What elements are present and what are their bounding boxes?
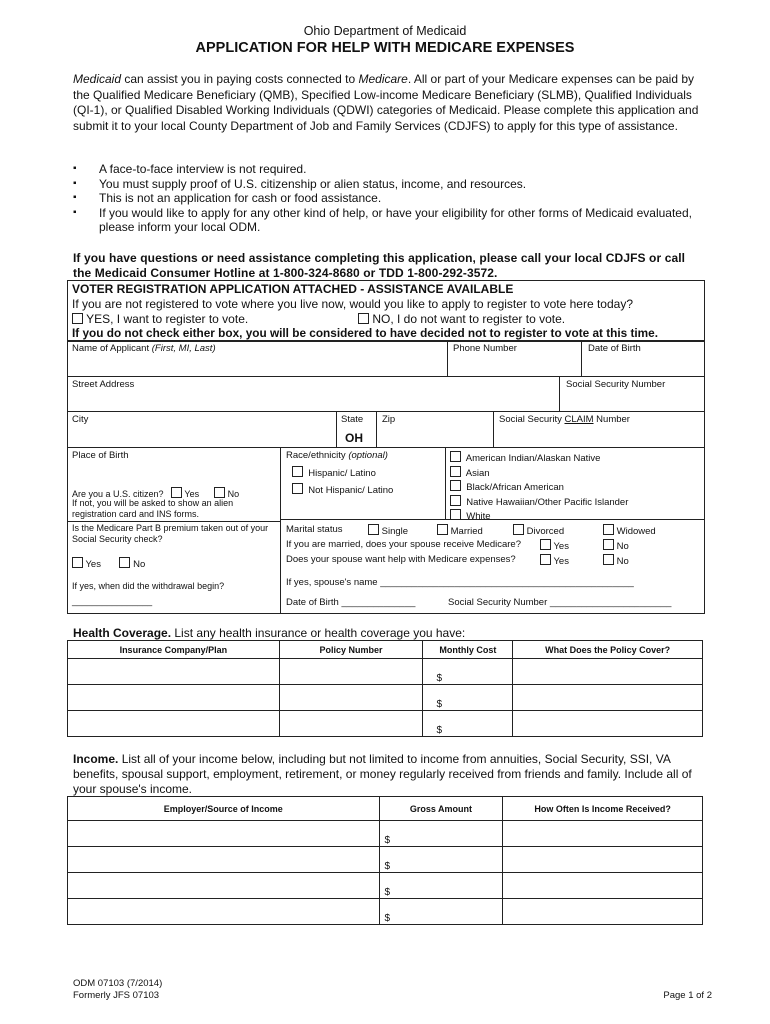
race-option [450, 466, 628, 481]
table-row [68, 659, 703, 685]
table-row [68, 821, 703, 847]
intro-medicare-word: Medicare [358, 72, 408, 86]
income-source-cell[interactable] [68, 873, 380, 899]
table-row [68, 847, 703, 873]
currency-symbol: $ [384, 913, 391, 924]
column-header: Insurance Company/Plan [68, 641, 280, 659]
citizen-no-checkbox[interactable] [214, 487, 225, 498]
form-number-block [73, 978, 162, 1002]
insurance-company-cell[interactable] [68, 685, 280, 711]
married-label: Married [450, 526, 483, 537]
citizen-yes-label: Yes [184, 489, 200, 499]
gross-amount-cell[interactable] [379, 899, 503, 925]
hispanic-checkbox[interactable] [292, 466, 303, 477]
race-option [450, 509, 628, 524]
zip-label: Zip [382, 414, 396, 425]
policy-number-cell[interactable] [279, 711, 423, 737]
spouse-medicare-yes-label: Yes [553, 541, 569, 552]
health-coverage-table [67, 640, 703, 737]
gross-amount-cell[interactable] [379, 847, 503, 873]
spouse-help-no [603, 554, 629, 567]
spouse-help-no-label: No [616, 556, 629, 567]
race-checkbox[interactable] [450, 495, 461, 506]
bullet-item: ▪ If you would like to apply for any other kind of help, or have your eligibility for other forms of Medicaid evaluated, please inform your local ODM. [73, 206, 703, 235]
voter-yes-option [72, 312, 248, 326]
spouse-medicare-no-checkbox[interactable] [603, 539, 614, 550]
voter-no-checkbox[interactable] [358, 313, 369, 324]
race-checkbox[interactable] [450, 466, 461, 477]
voter-heading: VOTER REGISTRATION APPLICATION ATTACHED - ASSISTANCE AVAILABLE [72, 282, 514, 296]
race-label-hint: (optional) [348, 450, 388, 461]
race-checkbox[interactable] [450, 509, 461, 520]
currency-symbol: $ [384, 835, 391, 846]
gross-amount-cell[interactable] [379, 821, 503, 847]
voter-no-label: NO, I do not want to register to vote. [372, 312, 566, 326]
claim-underlined: CLAIM [564, 414, 594, 425]
place-of-birth-field[interactable] [69, 461, 279, 483]
voter-yes-label: YES, I want to register to vote. [86, 312, 249, 326]
spouse-ssn-field[interactable]: Social Security Number _______________________ [448, 597, 672, 608]
page-number: Page 1 of 2 [663, 990, 712, 1001]
citizen-yes-checkbox[interactable] [171, 487, 182, 498]
race-checkbox[interactable] [450, 451, 461, 462]
pob-label: Place of Birth [72, 450, 129, 461]
spouse-medicare-yes-checkbox[interactable] [540, 539, 551, 550]
intro-text-1: can assist you in paying costs connected to [121, 72, 359, 86]
spouse-help-yes [540, 554, 569, 567]
widowed-checkbox[interactable] [603, 524, 614, 535]
spouse-help-no-checkbox[interactable] [603, 554, 614, 565]
divorced-checkbox[interactable] [513, 524, 524, 535]
withdrawal-date-field[interactable]: ________________ [72, 596, 153, 606]
table-row [68, 899, 703, 925]
health-coverage-heading [73, 626, 465, 640]
partb-no-label: No [133, 559, 146, 570]
citizen-question: Are you a U.S. citizen? [72, 489, 164, 499]
voter-yes-checkbox[interactable] [72, 313, 83, 324]
income-title: Income. [73, 752, 119, 766]
zip-field[interactable] [378, 425, 492, 446]
column-header: Monthly Cost [423, 641, 513, 659]
race-options [450, 451, 628, 524]
form-title: APPLICATION FOR HELP WITH MEDICARE EXPENSES [195, 40, 575, 56]
currency-symbol: $ [384, 861, 391, 872]
race-option [450, 480, 628, 495]
formerly-number: Formerly JFS 07103 [73, 990, 160, 1001]
monthly-cost-cell[interactable] [423, 659, 513, 685]
monthly-cost-cell[interactable] [423, 685, 513, 711]
spouse-help-yes-checkbox[interactable] [540, 554, 551, 565]
currency-symbol: $ [436, 699, 442, 710]
city-label: City [72, 414, 89, 425]
race-label-text: Race/ethnicity [286, 450, 349, 461]
income-frequency-cell[interactable] [503, 847, 703, 873]
dob-label: Date of Birth [588, 343, 641, 354]
phone-field[interactable] [449, 353, 580, 375]
partb-options [72, 557, 145, 570]
spouse-medicare-yes [540, 539, 569, 552]
state-label: State [341, 414, 364, 425]
hispanic-label: Hispanic/ Latino [308, 468, 376, 479]
income-frequency-cell[interactable] [503, 873, 703, 899]
divorced-label: Divorced [526, 526, 565, 537]
single-checkbox[interactable] [368, 524, 379, 535]
citizen-note: If not, you will be asked to show an alien registration card and INS forms. [72, 498, 234, 519]
city-field[interactable] [69, 425, 335, 446]
bullet-item: ▪ You must supply proof of U.S. citizenship or alien status, income, and resources. [73, 177, 703, 192]
applicant-name-field[interactable] [69, 353, 446, 375]
table-row [68, 873, 703, 899]
phone-label: Phone Number [453, 343, 517, 354]
currency-symbol: $ [436, 673, 442, 684]
income-source-cell[interactable] [68, 847, 380, 873]
currency-symbol: $ [436, 725, 442, 736]
currency-symbol: $ [384, 887, 391, 898]
partb-no-checkbox[interactable] [119, 557, 130, 568]
applicant-info-grid [67, 340, 705, 614]
insurance-company-cell[interactable] [68, 711, 280, 737]
intro-text-2: . All or part of your Medicare expenses can be paid by the Qualified Medicare Beneficiary (QMB), Specified Low-income Medicare Beneficiary (SLMB), Qualified Individuals (QI-1), or Qualified Disabled Working Individuals (QDWI) categories of Medicaid. Please complete this application and submit it to your local County Department of Job and Family Services (CDJFS) to apply for this type of assistance. [73, 72, 699, 133]
insurance-company-cell[interactable] [68, 659, 280, 685]
column-header: Gross Amount [379, 797, 503, 821]
column-header: Policy Number [279, 641, 423, 659]
policy-cover-cell[interactable] [513, 711, 703, 737]
race-option [450, 451, 628, 466]
bullet-item: ▪ A face-to-face interview is not required. [73, 162, 703, 177]
notice-bullets [73, 162, 703, 235]
partb-yes-label: Yes [85, 559, 101, 570]
not-hispanic-checkbox[interactable] [292, 483, 303, 494]
help-contact-notice: If you have questions or need assistance completing this application, please call your local CDJFS or call the Medicaid Consumer Hotline at 1-800-324-8680 or TDD 1-800-292-3572. [73, 251, 686, 280]
intro-paragraph [73, 72, 703, 134]
race-label: Black/African American [466, 482, 564, 493]
monthly-cost-cell[interactable] [423, 711, 513, 737]
bullet-item: ▪ This is not an application for cash or food assistance. [73, 191, 703, 206]
marital-label: Marital status [286, 524, 343, 535]
income-frequency-cell[interactable] [503, 821, 703, 847]
claim-number-field[interactable] [495, 425, 703, 446]
income-frequency-cell[interactable] [503, 899, 703, 925]
claim-post: Number [593, 414, 630, 425]
policy-cover-cell[interactable] [513, 659, 703, 685]
column-header: How Often Is Income Received? [503, 797, 703, 821]
income-source-cell[interactable] [68, 821, 380, 847]
spouse-medicare-question: If you are married, does your spouse receive Medicare? [286, 539, 521, 550]
state-value[interactable]: OH [345, 431, 363, 445]
health-coverage-title: Health Coverage. [73, 626, 172, 640]
ssn-label: Social Security Number [566, 379, 666, 390]
policy-number-cell[interactable] [279, 685, 423, 711]
race-label: Native Hawaiian/Other Pacific Islander [466, 496, 629, 508]
claim-number-label [499, 414, 630, 425]
name-label-hint: (First, MI, Last) [151, 343, 216, 354]
name-label-text: Name of Applicant [72, 343, 152, 354]
race-label: White [466, 511, 491, 522]
voter-registration-box [67, 280, 705, 342]
dob-field[interactable] [583, 353, 703, 375]
not-hispanic-option [292, 483, 393, 496]
street-address-field[interactable] [69, 389, 558, 410]
voter-note: If you do not check either box, you will be considered to have decided not to register to vote at this time. [72, 326, 659, 340]
partb-yes-checkbox[interactable] [72, 557, 83, 568]
table-header-row [68, 641, 703, 659]
race-label: American Indian/Alaskan Native [465, 453, 601, 464]
policy-number-cell[interactable] [279, 659, 423, 685]
single-label: Single [381, 526, 409, 537]
race-label [286, 450, 388, 461]
income-table [67, 796, 703, 925]
form-number: ODM 07103 (7/2014) [73, 978, 163, 989]
ssn-field[interactable] [561, 389, 703, 410]
spouse-name-field[interactable]: If yes, spouse's name ________________________________________________ [286, 577, 634, 588]
column-header: What Does the Policy Cover? [513, 641, 703, 659]
gross-amount-cell[interactable] [379, 873, 503, 899]
spouse-medicare-no [603, 539, 629, 552]
policy-cover-cell[interactable] [513, 685, 703, 711]
spouse-help-yes-label: Yes [553, 556, 569, 567]
married-option [437, 524, 483, 537]
single-option [368, 524, 408, 537]
hispanic-option [292, 466, 376, 479]
not-hispanic-label: Not Hispanic/ Latino [308, 485, 394, 496]
table-header-row [68, 797, 703, 821]
voter-question: If you are not registered to vote where you live now, would you like to apply to register to vote here today? [72, 297, 633, 311]
claim-pre: Social Security [499, 414, 565, 425]
widowed-label: Widowed [616, 526, 656, 537]
table-row [68, 685, 703, 711]
health-coverage-desc: List any health insurance or health coverage you have: [171, 626, 466, 640]
income-heading [73, 752, 703, 797]
street-label: Street Address [72, 379, 135, 390]
race-label: Asian [465, 467, 490, 479]
race-option [450, 495, 628, 510]
widowed-option [603, 524, 656, 537]
divorced-option [513, 524, 564, 537]
partb-question: Is the Medicare Part B premium taken out of your Social Security check? [72, 523, 269, 544]
spouse-dob-field[interactable]: Date of Birth ______________ [286, 597, 416, 608]
withdrawal-question: If yes, when did the withdrawal begin? [72, 581, 225, 591]
intro-medicaid-word: Medicaid [73, 72, 122, 86]
voter-no-option [358, 312, 565, 326]
married-checkbox[interactable] [437, 524, 448, 535]
citizen-no-label: No [227, 489, 240, 499]
spouse-help-question: Does your spouse want help with Medicare expenses? [286, 554, 516, 565]
agency-name: Ohio Department of Medicaid [303, 24, 467, 38]
table-row [68, 711, 703, 737]
spouse-medicare-no-label: No [616, 541, 629, 552]
column-header: Employer/Source of Income [68, 797, 380, 821]
income-desc: List all of your income below, including but not limited to income from annuities, Social Security, SSI, VA benefits, spousal support, employment, retirement, or money regularly received from friends and family. Include all of your spouse's income. [73, 752, 692, 796]
race-checkbox[interactable] [450, 480, 461, 491]
income-source-cell[interactable] [68, 899, 380, 925]
